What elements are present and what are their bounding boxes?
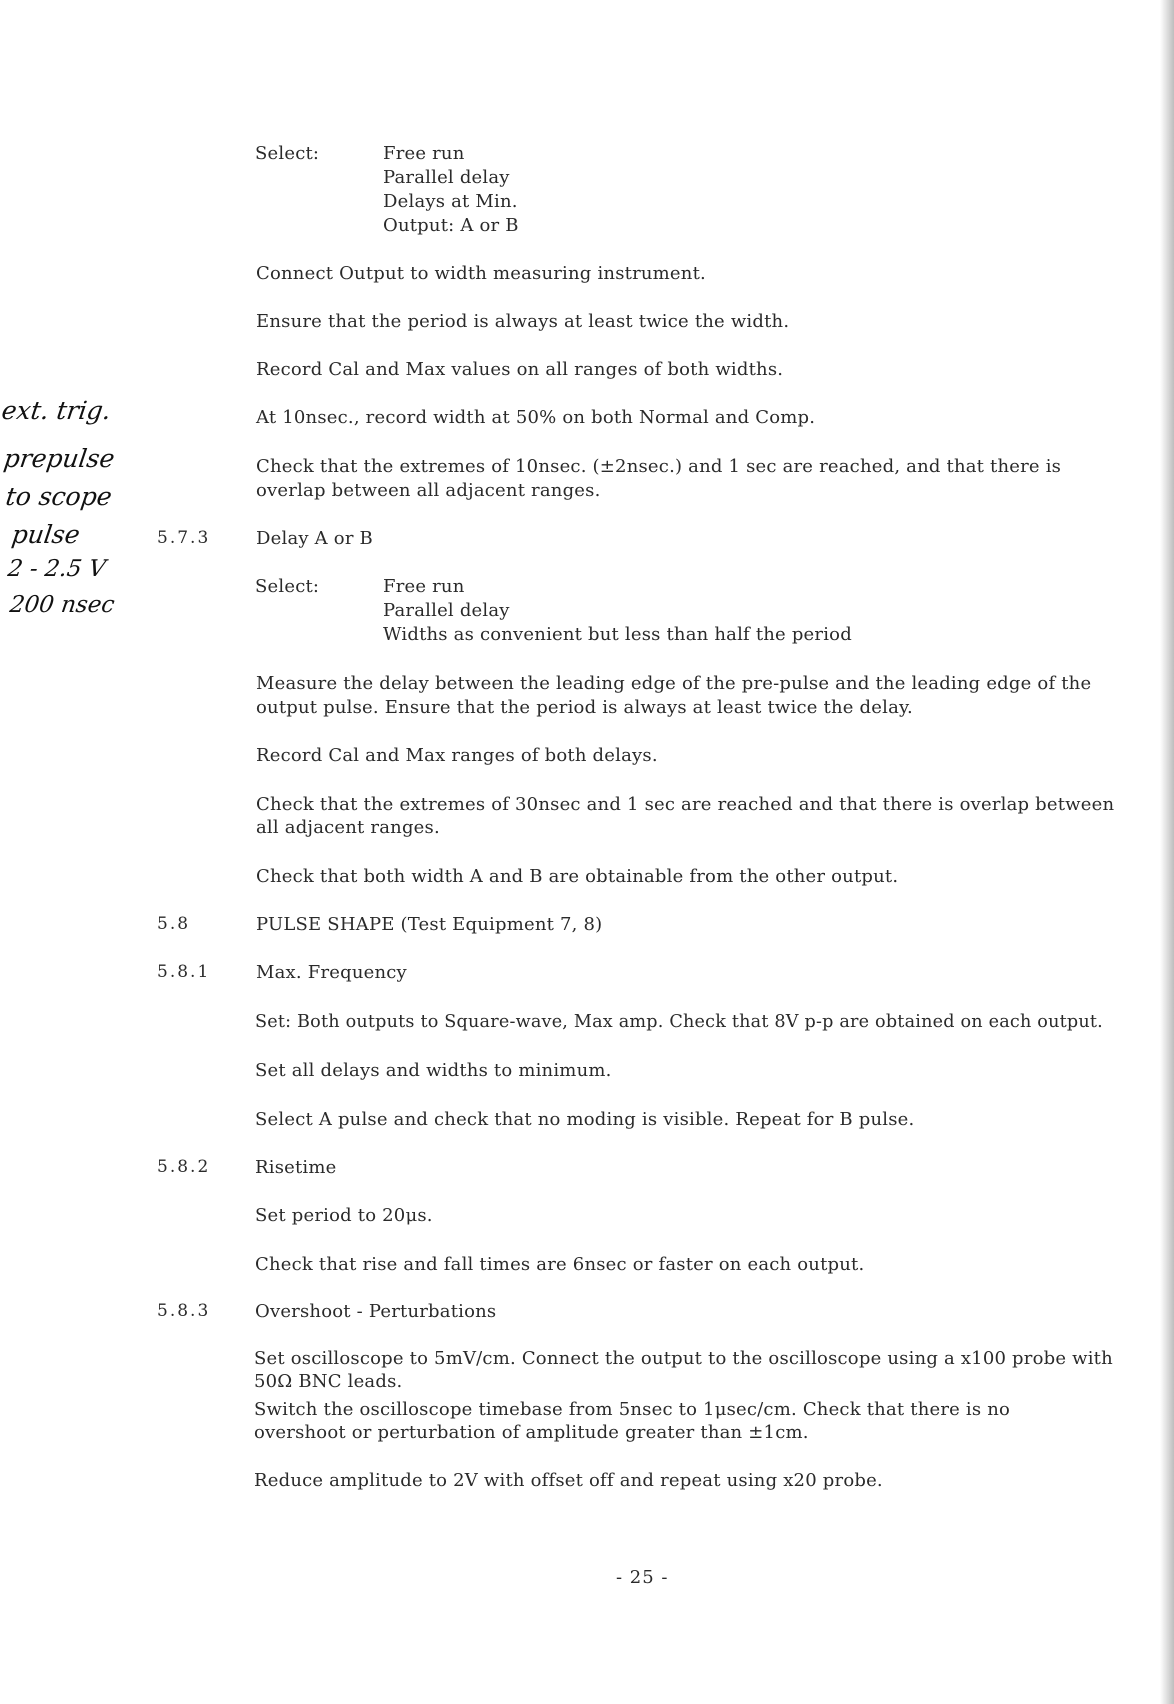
select-label: Select: [255, 143, 320, 164]
paragraph: At 10nsec., record width at 50% on both Normal and Comp. [256, 407, 816, 428]
section-number: 5.8.2 [157, 1157, 211, 1177]
select-item: Delays at Min. [383, 191, 518, 212]
paragraph: Record Cal and Max ranges of both delays. [256, 745, 658, 766]
section-title: Risetime [255, 1157, 337, 1178]
page-edge-shadow [1160, 0, 1174, 1704]
page-number: - 25 - [616, 1567, 669, 1588]
select-item: Output: A or B [383, 215, 519, 236]
paragraph-line: 50Ω BNC leads. [254, 1371, 403, 1392]
paragraph: Set period to 20μs. [255, 1205, 433, 1226]
select-item: Free run [383, 576, 465, 597]
paragraph: Set: Both outputs to Square-wave, Max amp. Check that 8V p-p are obtained on each output. [255, 1012, 1103, 1032]
select-label: Select: [255, 576, 320, 597]
paragraph-line: Check that the extremes of 30nsec and 1 sec are reached and that there is overlap between [256, 794, 1115, 815]
paragraph: Reduce amplitude to 2V with offset off and repeat using x20 probe. [254, 1470, 883, 1491]
paragraph: Record Cal and Max values on all ranges of both widths. [256, 359, 784, 380]
handwritten-note-line: 200 nsec [8, 592, 117, 618]
paragraph: Ensure that the period is always at least twice the width. [256, 311, 790, 332]
handwritten-note-line: to scope [3, 482, 114, 511]
select-item: Free run [383, 143, 465, 164]
paragraph: Check that both width A and B are obtainable from the other output. [256, 866, 899, 887]
section-number: 5.8.3 [157, 1301, 211, 1321]
paragraph: Select A pulse and check that no moding is visible. Repeat for B pulse. [255, 1109, 915, 1130]
paragraph-line: Set oscilloscope to 5mV/cm. Connect the output to the oscilloscope using a x100 probe with [254, 1348, 1113, 1369]
section-number: 5.8.1 [157, 962, 211, 982]
select-item: Widths as convenient but less than half the period [383, 624, 852, 645]
section-number: 5.7.3 [157, 528, 211, 548]
paragraph-line: Measure the delay between the leading edge of the pre-pulse and the leading edge of the [256, 673, 1092, 694]
paragraph-line: overshoot or perturbation of amplitude greater than ±1cm. [254, 1422, 809, 1443]
section-number: 5.8 [157, 914, 191, 934]
section-title: PULSE SHAPE (Test Equipment 7, 8) [256, 914, 603, 935]
paragraph-line: Switch the oscilloscope timebase from 5nsec to 1μsec/cm. Check that there is no [254, 1399, 1011, 1420]
handwritten-note-line: 2 - 2.5 V [6, 556, 108, 582]
section-title: Overshoot - Perturbations [255, 1301, 497, 1322]
paragraph: Connect Output to width measuring instrument. [256, 263, 706, 284]
section-title: Delay A or B [256, 528, 373, 549]
paragraph: Set all delays and widths to minimum. [255, 1060, 612, 1081]
handwritten-note-line: ext. trig. [0, 396, 113, 425]
section-title: Max. Frequency [256, 962, 407, 983]
paragraph-line: overlap between all adjacent ranges. [256, 480, 601, 501]
handwritten-note-line: pulse [9, 520, 82, 549]
paragraph: Check that rise and fall times are 6nsec or faster on each output. [255, 1254, 865, 1275]
handwritten-note-line: prepulse [1, 444, 117, 473]
paragraph-line: output pulse. Ensure that the period is always at least twice the delay. [256, 697, 913, 718]
paragraph-line: all adjacent ranges. [256, 817, 440, 838]
paragraph-line: Check that the extremes of 10nsec. (±2nsec.) and 1 sec are reached, and that there is [256, 456, 1062, 477]
select-item: Parallel delay [383, 167, 510, 188]
select-item: Parallel delay [383, 600, 510, 621]
